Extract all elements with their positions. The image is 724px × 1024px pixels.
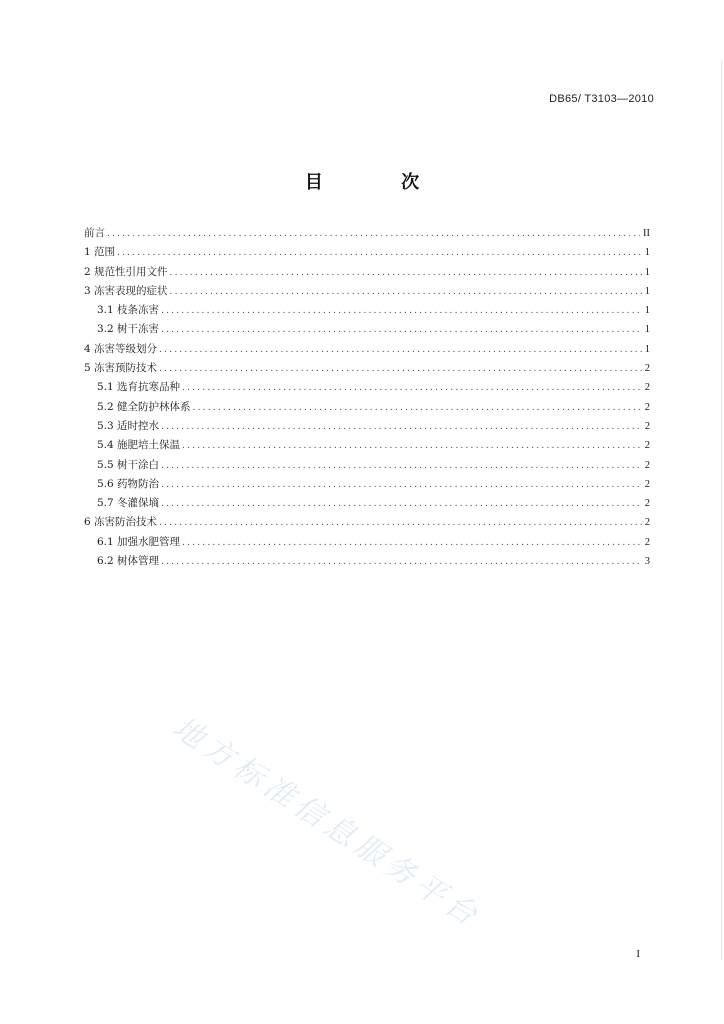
toc-entry-label: 4 冻害等级划分 [84,342,158,355]
toc-entry[interactable] [84,417,650,436]
toc-entry-page: 1 [644,285,650,297]
toc-entry-label: 1 范围 [84,246,116,259]
toc-entry-page: 1 [644,343,650,355]
page-number: I [636,948,640,960]
toc-entry[interactable] [84,475,650,494]
toc-dot-leader [117,244,642,263]
toc-dot-leader [161,321,642,340]
toc-entry-page: 2 [644,363,650,375]
toc-entry[interactable] [84,398,650,417]
toc-dot-leader [161,476,642,495]
toc-entry-label: 6 冻害防治技术 [84,516,158,529]
toc-entry-label: 6.1 加强水肥管理 [97,535,181,548]
toc-entry-page: 2 [644,401,650,413]
toc-dot-leader [161,418,642,437]
toc-entry-page: 2 [644,420,650,432]
toc-dot-leader [107,225,640,244]
toc-entry-page: 2 [644,517,650,529]
table-of-contents [84,224,650,571]
toc-entry[interactable] [84,243,650,262]
toc-entry-label: 3 冻害表现的症状 [84,284,168,297]
watermark: 地方标准信息服务平台 [166,710,488,936]
toc-entry-page: 1 [644,266,650,278]
toc-dot-leader [159,341,642,360]
toc-dot-leader [182,437,642,456]
toc-entry-page: 1 [644,247,650,259]
toc-dot-leader [159,514,642,533]
toc-entry-label: 5.3 适时控水 [97,419,160,432]
toc-dot-leader [159,360,642,379]
toc-entry-page: 2 [644,382,650,394]
toc-entry-page: II [643,228,650,239]
toc-entry-label: 5.6 药物防治 [97,477,160,490]
toc-dot-leader [193,399,642,418]
toc-entry-label: 6.2 树体管理 [97,555,160,568]
toc-dot-leader [182,534,642,553]
toc-dot-leader [182,379,642,398]
toc-entry[interactable] [84,359,650,378]
toc-entry[interactable] [84,224,650,243]
toc-entry[interactable] [84,340,650,359]
toc-entry-page: 2 [644,478,650,490]
toc-entry[interactable] [84,301,650,320]
toc-dot-leader [161,457,642,476]
toc-entry[interactable] [84,533,650,552]
toc-entry-label: 5.7 冬灌保墒 [97,497,160,510]
toc-dot-leader [170,283,642,302]
toc-entry[interactable] [84,456,650,475]
toc-entry-page: 3 [644,556,650,568]
toc-entry[interactable] [84,282,650,301]
toc-entry-label: 5.2 健全防护林体系 [97,400,191,413]
toc-entry-page: 2 [644,536,650,548]
page-title: 目 次 [304,172,456,193]
toc-dot-leader [161,495,642,514]
toc-entry[interactable] [84,552,650,571]
toc-entry-label: 3.2 树干冻害 [97,323,160,336]
toc-entry[interactable] [84,378,650,397]
toc-entry[interactable] [84,436,650,455]
toc-entry[interactable] [84,513,650,532]
toc-entry-label: 前言 [84,227,105,239]
toc-dot-leader [170,264,642,283]
toc-entry-page: 1 [644,305,650,317]
toc-entry-page: 2 [644,459,650,471]
toc-entry-page: 1 [644,324,650,336]
toc-entry[interactable] [84,320,650,339]
toc-entry-label: 5.1 选育抗寒品种 [97,381,181,394]
toc-entry[interactable] [84,263,650,282]
toc-entry-label: 2 规范性引用文件 [84,265,168,278]
standard-code: DB65/ T3103—2010 [549,93,654,105]
toc-entry-label: 3.1 枝条冻害 [97,304,160,317]
toc-dot-leader [161,553,642,572]
toc-dot-leader [161,302,642,321]
toc-entry-label: 5.5 树干涂白 [97,458,160,471]
toc-entry[interactable] [84,494,650,513]
toc-entry-page: 2 [644,498,650,510]
scan-edge-line [721,60,722,960]
toc-entry-label: 5 冻害预防技术 [84,362,158,375]
toc-entry-label: 5.4 施肥培土保温 [97,439,181,452]
toc-entry-page: 2 [644,440,650,452]
